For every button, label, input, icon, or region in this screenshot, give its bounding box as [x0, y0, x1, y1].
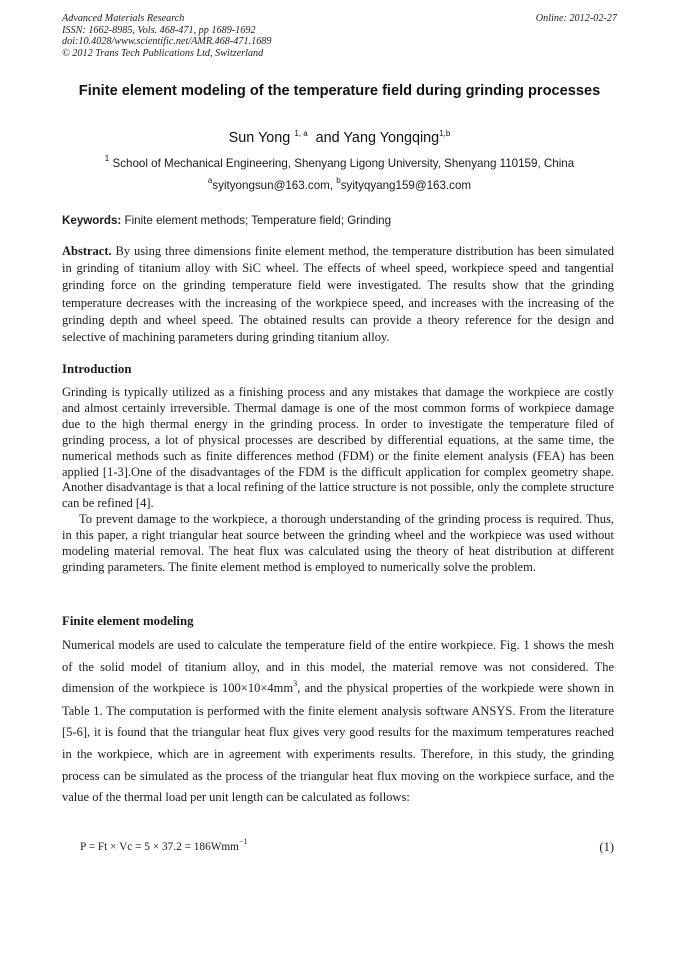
email-address[interactable]: syityqyang159@163.com — [340, 179, 472, 192]
issn-line: ISSN: 1662-8985, Vols. 468-471, pp 1689-1692 — [62, 24, 256, 36]
keywords-label: Keywords: — [62, 214, 122, 227]
email-address[interactable]: syityongsun@163.com, — [212, 179, 337, 192]
fem-paragraph — [62, 635, 614, 809]
author-line — [62, 129, 617, 149]
introduction-paragraph: Grinding is typically utilized as a finishing process and any mistakes that damage the workpiece are costly and almost certainly irreversible. Thermal damage is one of the most common forms of workpiece damage due to the high thermal energy in the grinding process. In order to investigate the temperature filed of grinding process, a lot of physical processes are described by differential equations, at the same time, the numerical methods such as finite differences method (FDM) or the finite element analysis (FEA) has been applied [1-3].One of the disadvantages of the FDM is the difficult application for complex geometry shape. Another disadvantage is that a local refining of the lattice structure is not possible, only the complete structure can be refined [4]. — [62, 385, 614, 511]
equation-text: P = Ft × Vc = 5 × 37.2 = 186Wmm — [80, 841, 239, 853]
author-joiner: and — [311, 130, 344, 146]
abstract-text: By using three dimensions finite element method, the temperature distribution has been simulated in grinding of titanium alloy with SiC wheel. The effects of wheel speed, workpiece speed and tangential grinding force on the grinding temperature field were investigated. The results show that the grinding temperature decreases with the increasing of the workpiece speed, and increases with the increasing of the grinding depth and wheel speed. The obtained results can provide a theory reference for the design and selective of machining parameters during grinding titanium alloy. — [62, 244, 614, 345]
email-superscript: a — [207, 176, 213, 185]
doi-line: doi:10.4028/www.scientific.net/AMR.468-471.1689 — [62, 36, 272, 48]
affiliation-superscript: 1 — [104, 154, 110, 163]
email-superscript: b — [336, 176, 341, 185]
email-line — [62, 178, 617, 194]
section-heading-fem: Finite element modeling — [62, 614, 194, 628]
fem-text: , and the physical properties of the workpiede were shown in Table 1. The computation is performed with the finite element analysis software ANSYS. From the literature [5-6], it is found that the triangular heat flux gives very good results for the maximum temperatures reached in the workpiece, which are in agreement with experiments results. Therefore, in this study, the grinding process can be simulated as the process of the triangular heat flux moving on the workpiece surface, and the value of the thermal load per unit length can be calculated as follows: — [62, 681, 614, 805]
author-name: Sun Yong — [228, 130, 291, 146]
equation-superscript: −1 — [238, 837, 248, 846]
section-heading-introduction: Introduction — [62, 362, 132, 376]
abstract-label: Abstract. — [62, 244, 112, 258]
equation-number: (1) — [599, 840, 614, 854]
copyright-line: © 2012 Trans Tech Publications Ltd, Switzerland — [62, 47, 264, 59]
affiliation — [62, 156, 617, 172]
author-name: Yang Yongqing — [343, 130, 440, 146]
equation — [80, 837, 614, 855]
abstract — [62, 243, 614, 346]
keywords — [62, 213, 617, 228]
author-superscript: 1,b — [439, 129, 451, 138]
journal-name: Advanced Materials Research — [62, 13, 185, 24]
fem-superscript: 3 — [293, 679, 298, 689]
paper-title: Finite element modeling of the temperature field during grinding processes — [78, 83, 601, 99]
author-superscript: 1, a — [294, 129, 308, 138]
keywords-text: Finite element methods; Temperature field; Grinding — [121, 214, 392, 227]
fem-text: Numerical models are used to calculate the temperature field of the entire workpiece. Fig. 1 shows the mesh of the solid model of titanium alloy, and in this model, the material remove was not considered. The dimension of the workpiece is 100×10×4mm — [62, 638, 614, 696]
journal-header — [62, 13, 617, 59]
introduction-paragraph: To prevent damage to the workpiece, a thorough understanding of the grinding process is required. Thus, in this paper, a right triangular heat source between the grinding wheel and the workpiece was used without modeling material removal. The heat flux was calculated using the theory of heat distribution at different grinding parameters. The finite element method is employed to numerically solve the problem. — [62, 512, 614, 574]
online-date: Online: 2012-02-27 — [535, 13, 617, 24]
affiliation-text: School of Mechanical Engineering, Shenyang Ligong University, Shenyang 110159, China — [112, 157, 575, 170]
